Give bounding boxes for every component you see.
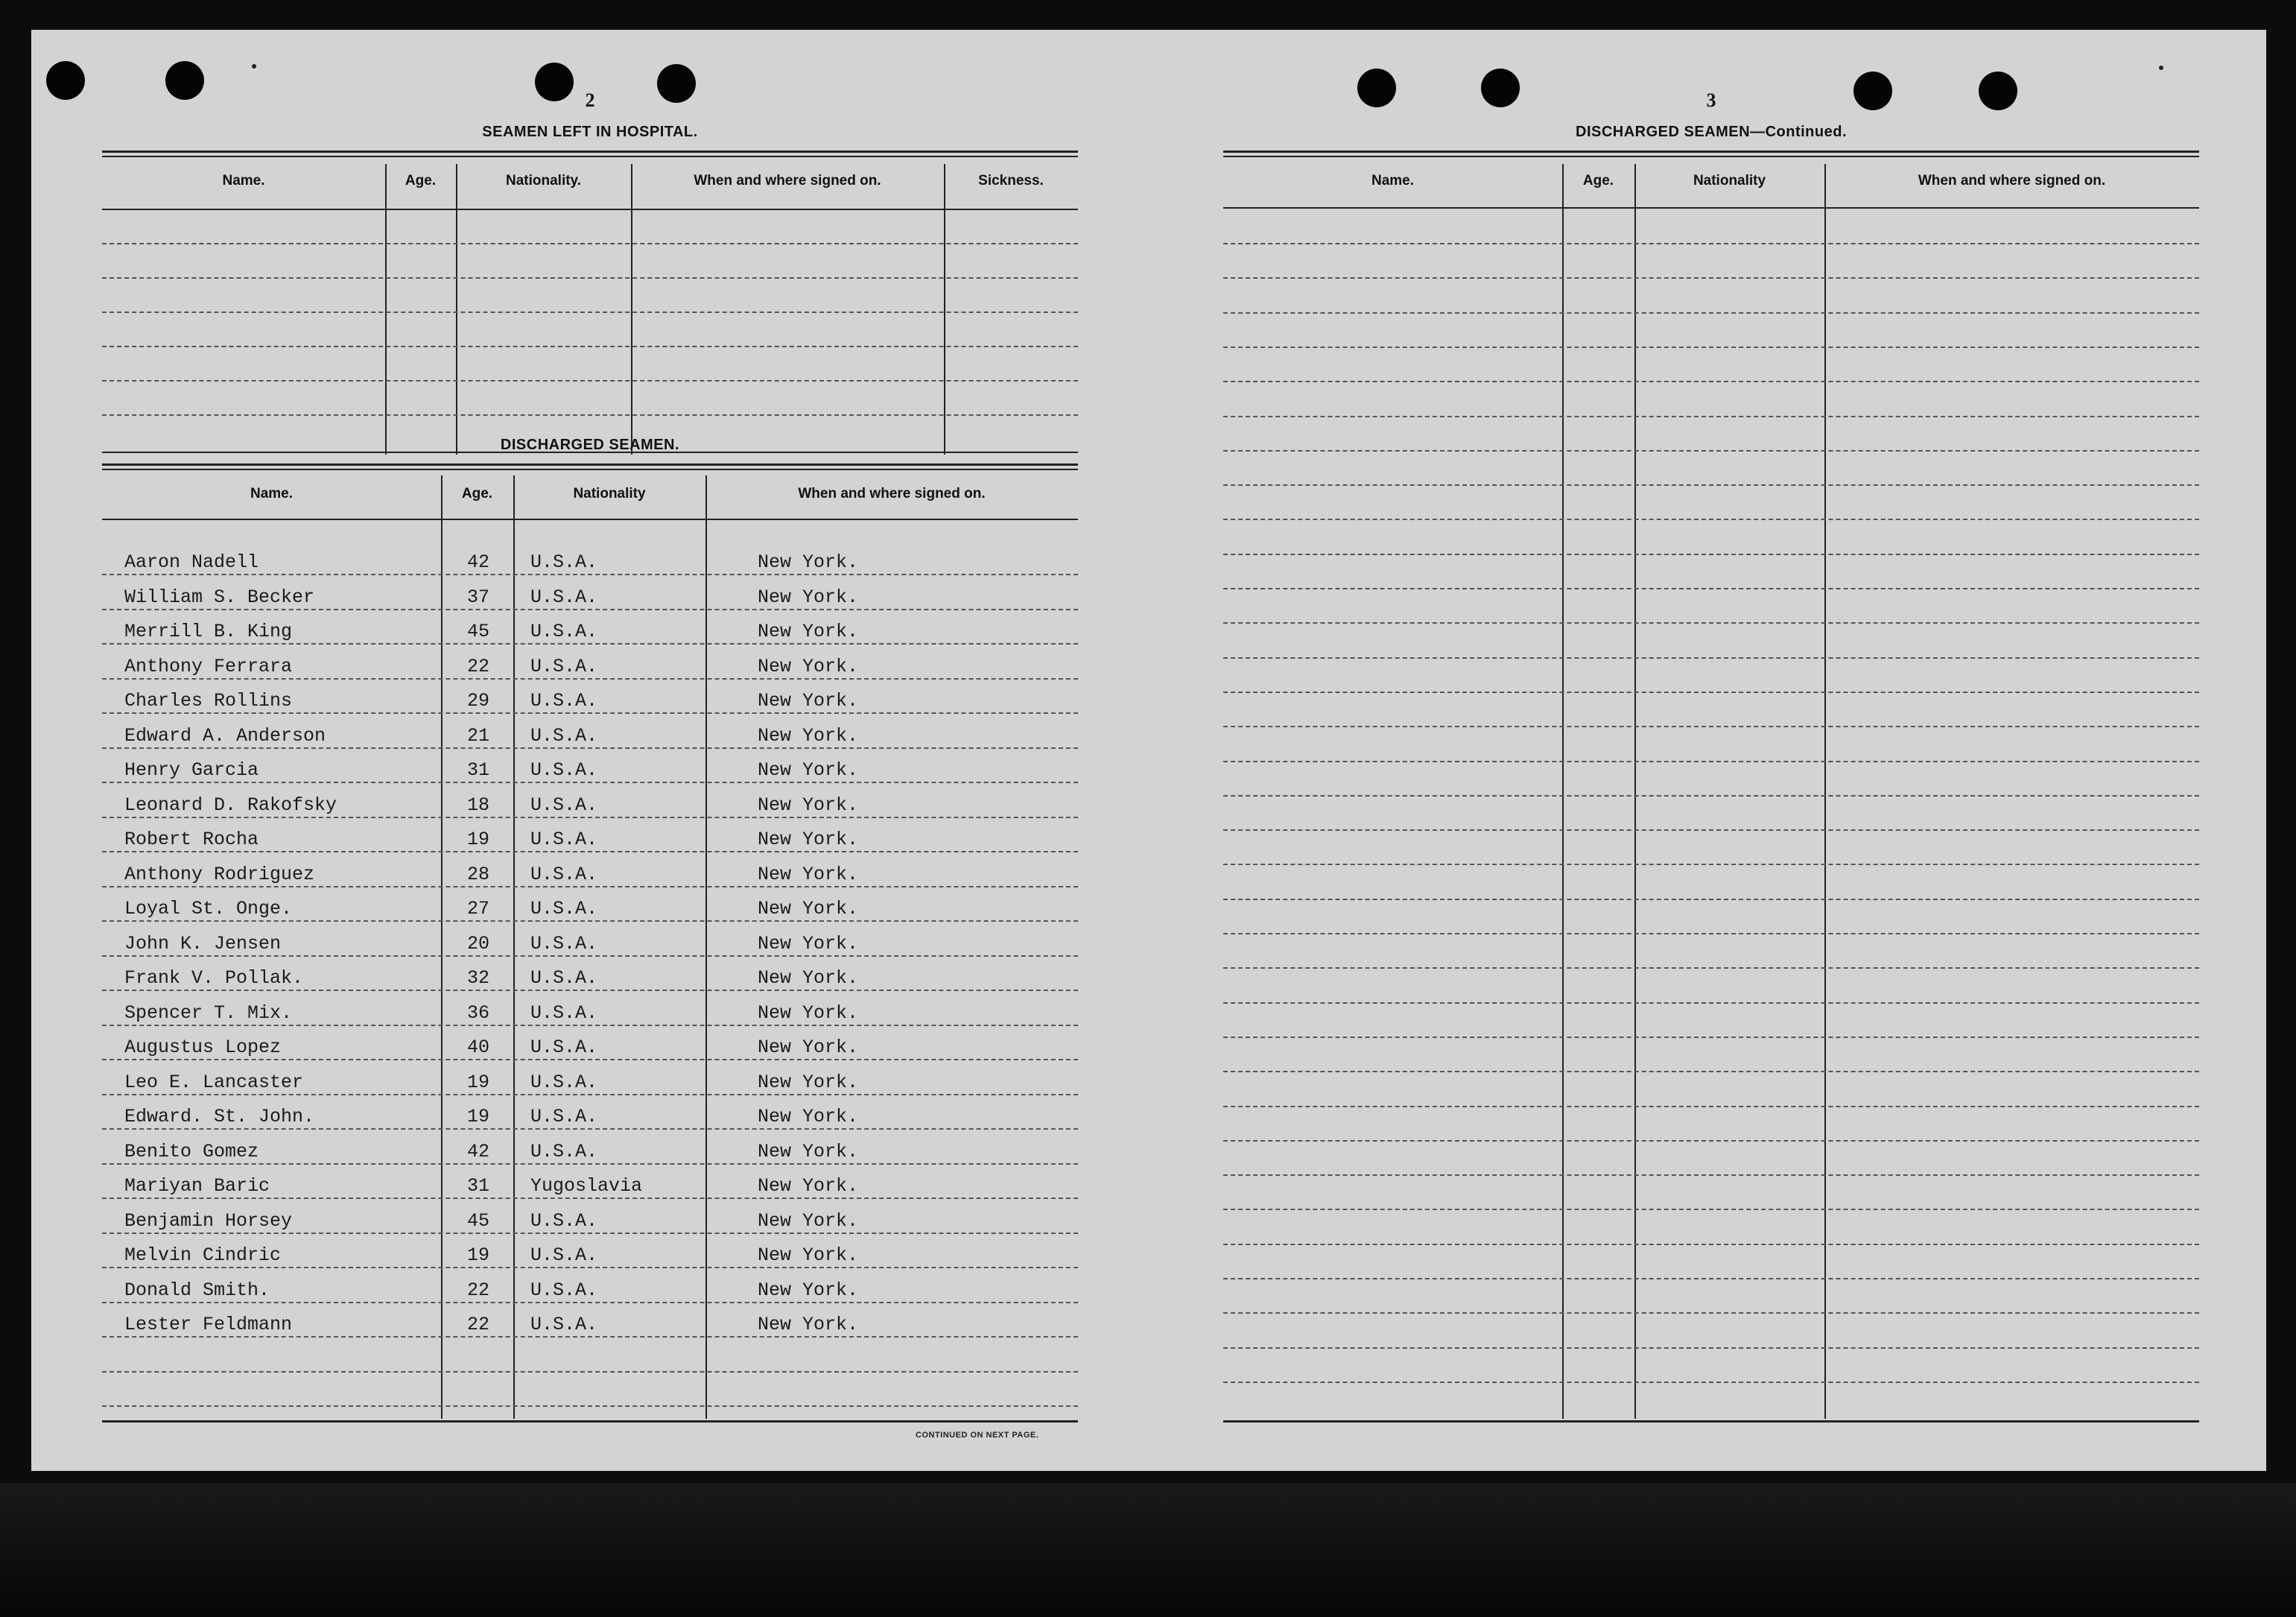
seaman-name: Loyal St. Onge. <box>124 898 293 920</box>
seaman-name: Merrill B. King <box>124 621 293 642</box>
discharged-row-line <box>102 1025 1078 1026</box>
seaman-signed-on: New York. <box>758 794 859 816</box>
continued-row-line <box>1223 1244 2199 1245</box>
continued-row-line <box>1223 761 2199 762</box>
seaman-nationality: U.S.A. <box>530 655 598 677</box>
seaman-signed-on: New York. <box>758 724 859 747</box>
discharged-row-line <box>102 851 1078 852</box>
seaman-age: 32 <box>467 967 490 989</box>
hospital-row-line <box>102 380 1078 382</box>
seaman-signed-on: New York. <box>758 1106 859 1127</box>
continued-note: CONTINUED ON NEXT PAGE. <box>916 1431 1039 1440</box>
punch-hole <box>46 61 85 100</box>
seaman-signed-on: New York. <box>758 1140 859 1162</box>
continued-row-line <box>1223 933 2199 934</box>
seaman-age: 19 <box>467 829 490 850</box>
discharged-row-line <box>102 1336 1078 1338</box>
scanner-background <box>0 1483 2296 1617</box>
discharged-top-rule <box>102 463 1078 470</box>
hospital-col-line <box>944 164 945 455</box>
continued-col-line <box>1562 164 1564 1419</box>
seaman-signed-on: New York. <box>758 759 859 781</box>
continued-row-line <box>1223 1071 2199 1072</box>
hospital-top-rule <box>102 151 1078 157</box>
discharged-col-line <box>441 475 443 1419</box>
seaman-age: 42 <box>467 1140 490 1162</box>
continued-row-line <box>1223 1312 2199 1314</box>
continued-row-line <box>1223 346 2199 348</box>
continued-row-line <box>1223 1382 2199 1383</box>
page-number: 2 <box>585 89 595 111</box>
seaman-age: 19 <box>467 1244 490 1266</box>
continued-row-line <box>1223 588 2199 589</box>
continued-col-signed-on: When and where signed on. <box>1918 173 2106 189</box>
hospital-col-line <box>385 164 387 455</box>
seaman-signed-on: New York. <box>758 932 859 955</box>
continued-row-line <box>1223 1347 2199 1349</box>
seaman-age: 21 <box>467 724 490 747</box>
seaman-nationality: U.S.A. <box>530 1314 598 1335</box>
continued-row-line <box>1223 554 2199 555</box>
hospital-row-line <box>102 277 1078 279</box>
seaman-age: 42 <box>467 551 490 573</box>
seaman-name: Anthony Rodriguez <box>124 863 315 885</box>
seaman-name: Anthony Ferrara <box>124 655 293 677</box>
seaman-name: Edward A. Anderson <box>124 724 326 747</box>
hospital-header-rule <box>102 209 1078 210</box>
seaman-nationality: U.S.A. <box>530 724 598 747</box>
discharged-row-line <box>102 1163 1078 1165</box>
seaman-nationality: U.S.A. <box>530 829 598 850</box>
seaman-nationality: U.S.A. <box>530 794 598 816</box>
seaman-age: 22 <box>467 1279 490 1301</box>
seaman-signed-on: New York. <box>758 1209 859 1232</box>
continued-header-rule <box>1223 207 2199 209</box>
seaman-nationality: U.S.A. <box>530 1106 598 1127</box>
seaman-nationality: U.S.A. <box>530 1244 598 1266</box>
seaman-signed-on: New York. <box>758 586 859 608</box>
seaman-nationality: U.S.A. <box>530 1037 598 1058</box>
seaman-name: Aaron Nadell <box>124 551 259 573</box>
continued-row-line <box>1223 726 2199 727</box>
continued-row-line <box>1223 416 2199 417</box>
seaman-nationality: U.S.A. <box>530 621 598 642</box>
discharged-row-line <box>102 1232 1078 1234</box>
continued-row-line <box>1223 1037 2199 1038</box>
seaman-name: William S. Becker <box>124 586 315 608</box>
discharged-col-name: Name. <box>250 486 294 501</box>
seaman-name: Melvin Cindric <box>124 1244 282 1266</box>
seaman-age: 19 <box>467 1071 490 1093</box>
continued-row-line <box>1223 795 2199 797</box>
seaman-age: 31 <box>467 759 490 781</box>
seaman-name: Henry Garcia <box>124 759 259 781</box>
continued-bottom-rule <box>1223 1420 2199 1423</box>
seaman-name: Benito Gomez <box>124 1140 259 1162</box>
hospital-row-line <box>102 311 1078 313</box>
seaman-name: Robert Rocha <box>124 829 259 850</box>
seaman-name: Donald Smith. <box>124 1279 270 1301</box>
seaman-name: Mariyan Baric <box>124 1175 270 1197</box>
continued-row-line <box>1223 864 2199 865</box>
seaman-nationality: Yugoslavia <box>530 1175 643 1197</box>
continued-row-line <box>1223 692 2199 693</box>
ledger-sheet <box>31 30 2266 1471</box>
continued-row-line <box>1223 519 2199 520</box>
seaman-nationality: U.S.A. <box>530 1001 598 1024</box>
seaman-nationality: U.S.A. <box>530 863 598 885</box>
discharged-row-line <box>102 747 1078 749</box>
seaman-age: 40 <box>467 1037 490 1058</box>
seaman-signed-on: New York. <box>758 1037 859 1058</box>
seaman-nationality: U.S.A. <box>530 967 598 989</box>
discharged-bottom-rule <box>102 1420 1078 1423</box>
discharged-row-line <box>102 609 1078 610</box>
seaman-nationality: U.S.A. <box>530 586 598 608</box>
discharged-row-line <box>102 1094 1078 1095</box>
continued-col-age: Age. <box>1582 173 1614 189</box>
seaman-nationality: U.S.A. <box>530 690 598 712</box>
continued-section-title: DISCHARGED SEAMEN—Continued. <box>1576 124 1847 140</box>
continued-col-name: Name. <box>1371 173 1415 189</box>
seaman-age: 36 <box>467 1001 490 1024</box>
seaman-name: Augustus Lopez <box>124 1037 282 1058</box>
seaman-signed-on: New York. <box>758 1071 859 1093</box>
seaman-signed-on: New York. <box>758 1175 859 1197</box>
discharged-row-line <box>102 1128 1078 1130</box>
discharged-header-rule <box>102 519 1078 520</box>
continued-row-line <box>1223 1140 2199 1142</box>
continued-row-line <box>1223 484 2199 486</box>
seaman-nationality: U.S.A. <box>530 1140 598 1162</box>
hospital-section-title: SEAMEN LEFT IN HOSPITAL. <box>482 124 698 140</box>
continued-row-line <box>1223 1278 2199 1279</box>
discharged-row-line <box>102 1267 1078 1268</box>
seaman-signed-on: New York. <box>758 898 859 920</box>
continued-row-line <box>1223 277 2199 279</box>
discharged-row-line <box>102 678 1078 680</box>
seaman-age: 45 <box>467 621 490 642</box>
continued-row-line <box>1223 312 2199 314</box>
seaman-name: Charles Rollins <box>124 690 293 712</box>
continued-row-line <box>1223 1209 2199 1210</box>
discharged-col-nationality: Nationality <box>573 486 646 501</box>
seaman-age: 31 <box>467 1175 490 1197</box>
discharged-row-line <box>102 712 1078 714</box>
hospital-col-nationality: Nationality. <box>506 173 581 189</box>
discharged-row-line <box>102 1302 1078 1303</box>
seaman-nationality: U.S.A. <box>530 759 598 781</box>
discharged-row-line <box>102 955 1078 957</box>
seaman-nationality: U.S.A. <box>530 1279 598 1301</box>
hospital-col-line <box>631 164 632 455</box>
seaman-signed-on: New York. <box>758 863 859 885</box>
seaman-signed-on: New York. <box>758 1244 859 1266</box>
seaman-signed-on: New York. <box>758 621 859 642</box>
seaman-age: 18 <box>467 794 490 816</box>
hospital-col-name: Name. <box>222 173 265 189</box>
continued-col-nationality: Nationality <box>1693 173 1766 189</box>
seaman-name: Edward. St. John. <box>124 1106 315 1127</box>
hospital-col-line <box>456 164 457 455</box>
continued-row-line <box>1223 1174 2199 1176</box>
continued-row-line <box>1223 1002 2199 1004</box>
seaman-nationality: U.S.A. <box>530 1071 598 1093</box>
continued-row-line <box>1223 622 2199 624</box>
seaman-age: 28 <box>467 863 490 885</box>
continued-row-line <box>1223 967 2199 969</box>
continued-col-line <box>1634 164 1636 1419</box>
hospital-row-line <box>102 346 1078 347</box>
seaman-age: 20 <box>467 932 490 955</box>
seaman-age: 22 <box>467 1314 490 1335</box>
discharged-row-line <box>102 886 1078 887</box>
continued-row-line <box>1223 1106 2199 1107</box>
hospital-col-sickness: Sickness. <box>978 173 1044 189</box>
hospital-row-line <box>102 243 1078 244</box>
seaman-age: 22 <box>467 655 490 677</box>
seaman-name: Frank V. Pollak. <box>124 967 304 989</box>
discharged-row-line <box>102 817 1078 818</box>
seaman-name: John K. Jensen <box>124 932 282 955</box>
continued-row-line <box>1223 450 2199 452</box>
seaman-signed-on: New York. <box>758 967 859 989</box>
discharged-row-line <box>102 1405 1078 1407</box>
speck <box>252 64 256 69</box>
hospital-row-line <box>102 414 1078 416</box>
seaman-name: Benjamin Horsey <box>124 1209 293 1232</box>
seaman-name: Leo E. Lancaster <box>124 1071 304 1093</box>
discharged-section-title: DISCHARGED SEAMEN. <box>500 437 680 453</box>
seaman-age: 27 <box>467 898 490 920</box>
hospital-col-age: Age. <box>405 173 437 189</box>
seaman-signed-on: New York. <box>758 690 859 712</box>
seaman-signed-on: New York. <box>758 655 859 677</box>
seaman-nationality: U.S.A. <box>530 551 598 573</box>
continued-row-line <box>1223 657 2199 659</box>
discharged-col-age: Age. <box>461 486 493 501</box>
seaman-age: 19 <box>467 1106 490 1127</box>
discharged-row-line <box>102 920 1078 922</box>
speck <box>2159 66 2163 70</box>
seaman-name: Leonard D. Rakofsky <box>124 794 337 816</box>
discharged-row-line <box>102 1371 1078 1373</box>
seaman-age: 45 <box>467 1209 490 1232</box>
continued-top-rule <box>1223 151 2199 157</box>
seaman-nationality: U.S.A. <box>530 1209 598 1232</box>
seaman-signed-on: New York. <box>758 1279 859 1301</box>
continued-row-line <box>1223 829 2199 831</box>
continued-col-line <box>1824 164 1826 1419</box>
seaman-signed-on: New York. <box>758 1314 859 1335</box>
discharged-row-line <box>102 1197 1078 1199</box>
seaman-age: 37 <box>467 586 490 608</box>
seaman-age: 29 <box>467 690 490 712</box>
seaman-signed-on: New York. <box>758 551 859 573</box>
discharged-row-line <box>102 990 1078 991</box>
seaman-nationality: U.S.A. <box>530 932 598 955</box>
discharged-row-line <box>102 574 1078 575</box>
discharged-col-signed-on: When and where signed on. <box>798 486 986 501</box>
discharged-row-line <box>102 1059 1078 1060</box>
seaman-signed-on: New York. <box>758 829 859 850</box>
continued-row-line <box>1223 899 2199 900</box>
discharged-col-line <box>705 475 707 1419</box>
hospital-col-signed-on: When and where signed on. <box>694 173 881 189</box>
discharged-row-line <box>102 782 1078 783</box>
seaman-signed-on: New York. <box>758 1001 859 1024</box>
seaman-name: Spencer T. Mix. <box>124 1001 293 1024</box>
page-number: 3 <box>1706 89 1716 111</box>
seaman-name: Lester Feldmann <box>124 1314 293 1335</box>
continued-row-line <box>1223 243 2199 244</box>
discharged-row-line <box>102 643 1078 645</box>
seaman-nationality: U.S.A. <box>530 898 598 920</box>
continued-row-line <box>1223 381 2199 382</box>
discharged-col-line <box>513 475 515 1419</box>
